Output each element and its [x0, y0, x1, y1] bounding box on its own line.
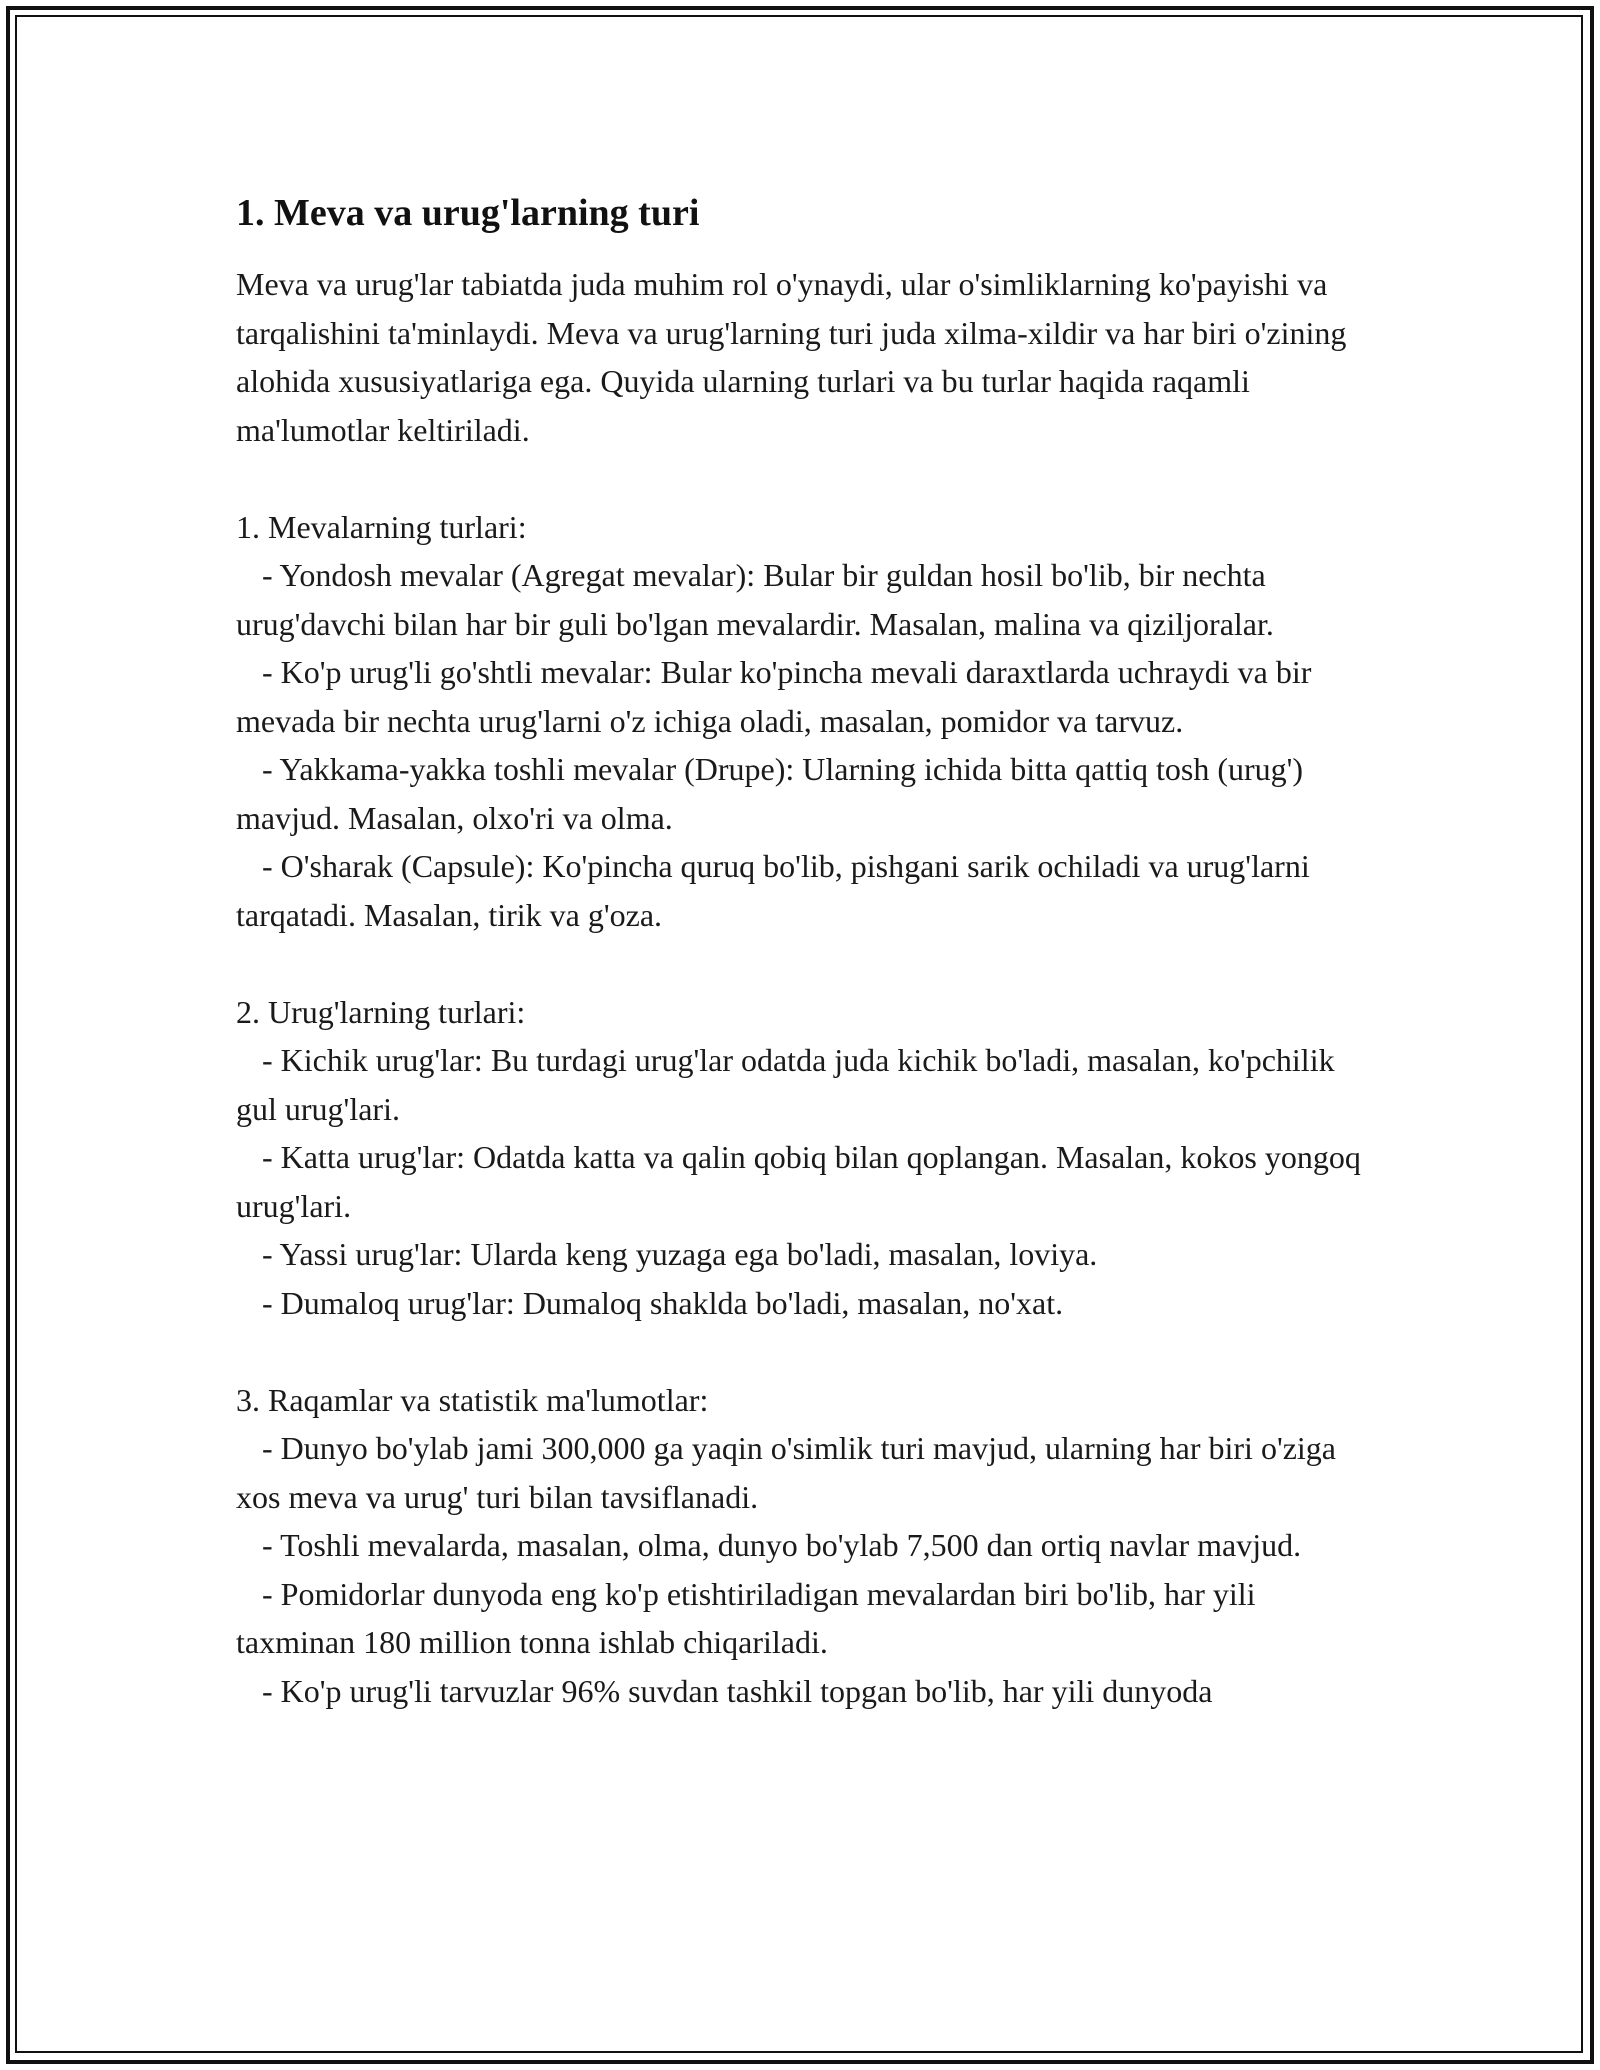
list-item: - O'sharak (Capsule): Ko'pincha quruq bo'lib, pishgani sarik ochiladi va urug'larni tarqatadi. Masalan, tirik va g'oza.	[236, 848, 1310, 933]
list-item: - Yassi urug'lar: Ularda keng yuzaga ega bo'ladi, masalan, loviya.	[262, 1236, 1098, 1272]
list-item: - Pomidorlar dunyoda eng ko'p etishtiriladigan mevalardan biri bo'lib, har yili taxminan 180 million tonna ishlab chiqariladi.	[236, 1575, 1256, 1660]
document-title: 1. Meva va urug'larning turi	[236, 192, 700, 234]
section-heading: 2. Urug'larning turlari:	[236, 993, 526, 1030]
document-body	[236, 188, 1376, 1715]
section-heading: 3. Raqamlar va statistik ma'lumotlar:	[236, 1381, 709, 1418]
list-item: - Dumaloq urug'lar: Dumaloq shaklda bo'ladi, masalan, no'xat.	[262, 1284, 1064, 1321]
list-item: - Toshli mevalarda, masalan, olma, dunyo bo'ylab 7,500 dan ortiq navlar mavjud.	[262, 1527, 1302, 1563]
section-statistics	[236, 1376, 1376, 1716]
list-item: - Ko'p urug'li go'shtli mevalar: Bular ko'pincha mevali daraxtlarda uchraydi va bir mevada bir nechta urug'larni o'z ichiga oladi, masalan, pomidor va tarvuz.	[236, 654, 1312, 739]
list-item: - Kichik urug'lar: Bu turdagi urug'lar odatda juda kichik bo'ladi, masalan, ko'pchilik gul urug'lari.	[236, 1042, 1335, 1127]
section-fruit-types	[236, 503, 1376, 940]
list-item: - Ko'p urug'li tarvuzlar 96% suvdan tashkil topgan bo'lib, har yili dunyoda	[262, 1672, 1213, 1709]
section-seed-types	[236, 988, 1376, 1328]
list-item: - Yondosh mevalar (Agregat mevalar): Bular bir guldan hosil bo'lib, bir nechta urug'davchi bilan har bir guli bo'lgan mevalardir. Masalan, malina va qiziljoralar.	[236, 557, 1274, 642]
list-item: - Yakkama-yakka toshli mevalar (Drupe): Ularning ichida bitta qattiq tosh (urug') mavjud. Masalan, olxo'ri va olma.	[236, 751, 1304, 836]
intro-paragraph: Meva va urug'lar tabiatda juda muhim rol o'ynaydi, ular o'simliklarning ko'payishi va tarqalishini ta'minlaydi. Meva va urug'larning turi juda xilma-xildir va har biri o'zining alohida xususiyatlariga ega. Quyida ularning turlari va bu turlar haqida raqamli ma'lumotlar keltiriladi.	[236, 266, 1347, 448]
section-spacer	[236, 1327, 1376, 1376]
list-item: - Dunyo bo'ylab jami 300,000 ga yaqin o'simlik turi mavjud, ularning har biri o'ziga xos meva va urug' turi bilan tavsiflanadi.	[236, 1430, 1336, 1515]
section-spacer	[236, 939, 1376, 988]
section-heading: 1. Mevalarning turlari:	[236, 508, 527, 545]
list-item: - Katta urug'lar: Odatda katta va qalin qobiq bilan qoplangan. Masalan, kokos yongoq urug'lari.	[236, 1139, 1361, 1224]
section-spacer	[236, 454, 1376, 503]
